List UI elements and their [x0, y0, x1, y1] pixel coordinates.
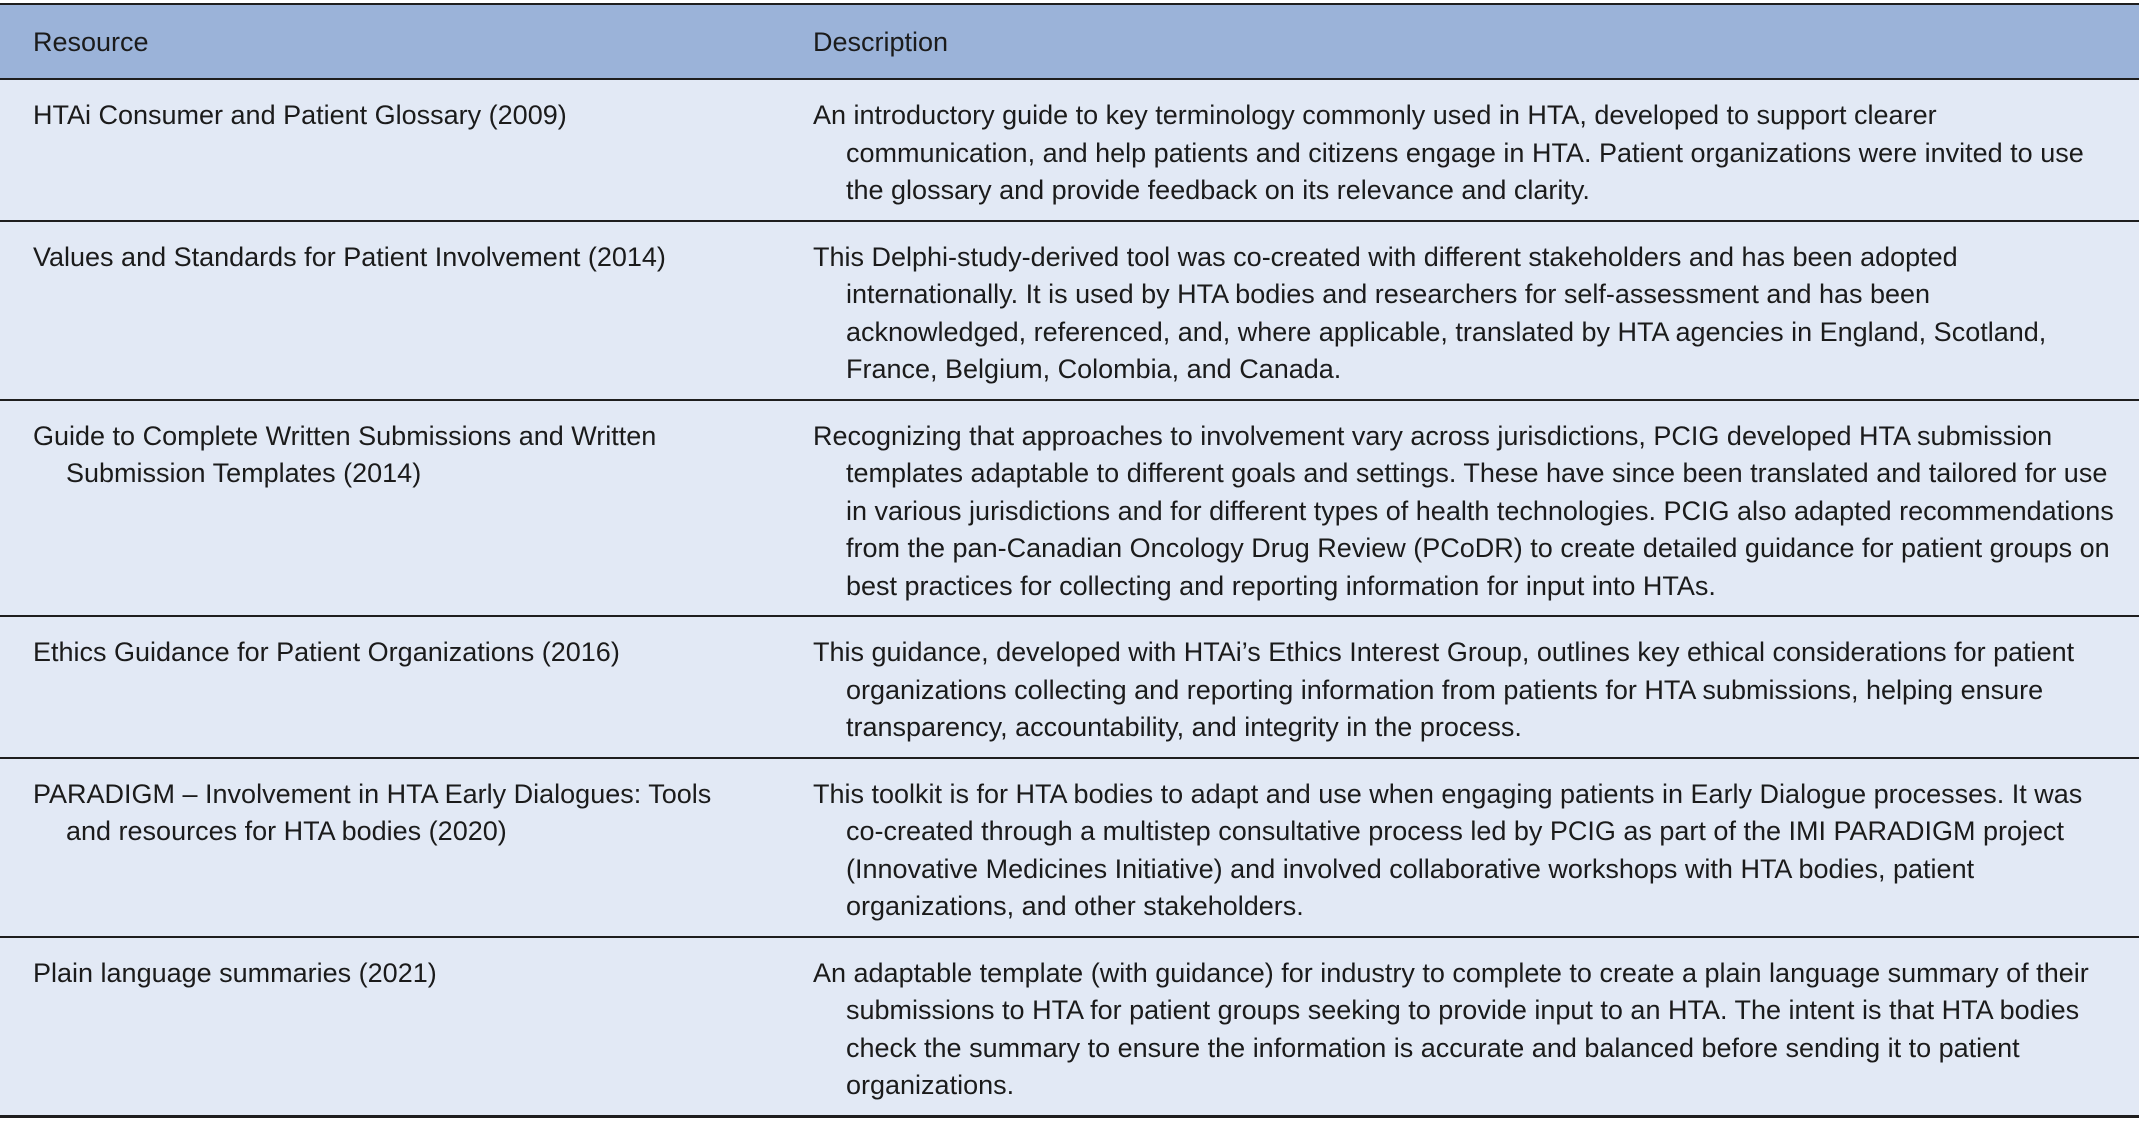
table-row: [0, 616, 2139, 758]
description-cell: This Delphi-study-derived tool was co-created with different stakeholders and has been adopted internationally. It is used by HTA bodies and researchers for self-assessment and has been acknowledged, referenced, and, where applicable, translated by HTA agencies in England, Scotland, France, Belgium, Colombia, and Canada.: [780, 221, 2139, 400]
description-cell: An adaptable template (with guidance) for industry to complete to create a plain language summary of their submissions to HTA for patient groups seeking to provide input to an HTA. The intent is that HTA bodies check the summary to ensure the information is accurate and balanced before sending it to patient organizations.: [780, 937, 2139, 1117]
description-cell: An introductory guide to key terminology commonly used in HTA, developed to support clearer communication, and help patients and citizens engage in HTA. Patient organizations were invited to use the glossary and provide feedback on its relevance and clarity.: [780, 79, 2139, 221]
table-row: [0, 400, 2139, 617]
header-row: [0, 4, 2139, 79]
description-cell: This toolkit is for HTA bodies to adapt and use when engaging patients in Early Dialogue processes. It was co-created through a multistep consultative process led by PCIG as part of the IMI PARADIGM project (Innovative Medicines Initiative) and involved collaborative workshops with HTA bodies, patient organizations, and other stakeholders.: [780, 758, 2139, 937]
description-cell: This guidance, developed with HTAi’s Ethics Interest Group, outlines key ethical considerations for patient organizations collecting and reporting information from patients for HTA submissions, helping ensure transparency, accountability, and integrity in the process.: [780, 616, 2139, 758]
table-row: [0, 79, 2139, 221]
column-header-resource: Resource: [0, 4, 780, 79]
column-header-description: Description: [780, 4, 2139, 79]
table-row: [0, 758, 2139, 937]
table-header: [0, 4, 2139, 79]
resource-cell: Guide to Complete Written Submissions and Written Submission Templates (2014): [0, 400, 780, 617]
resource-cell: Ethics Guidance for Patient Organizations (2016): [0, 616, 780, 758]
resource-cell: HTAi Consumer and Patient Glossary (2009): [0, 79, 780, 221]
resource-cell: Values and Standards for Patient Involvement (2014): [0, 221, 780, 400]
description-cell: Recognizing that approaches to involvement vary across jurisdictions, PCIG developed HTA submission templates adaptable to different goals and settings. These have since been translated and tailored for use in various jurisdictions and for different types of health technologies. PCIG also adapted recommendations from the pan-Canadian Oncology Drug Review (PCoDR) to create detailed guidance for patient groups on best practices for collecting and reporting information for input into HTAs.: [780, 400, 2139, 617]
table-row: [0, 221, 2139, 400]
resources-table: [0, 3, 2139, 1118]
table-body: [0, 79, 2139, 1116]
resource-cell: Plain language summaries (2021): [0, 937, 780, 1117]
resource-cell: PARADIGM – Involvement in HTA Early Dialogues: Tools and resources for HTA bodies (2020): [0, 758, 780, 937]
table-row: [0, 937, 2139, 1117]
